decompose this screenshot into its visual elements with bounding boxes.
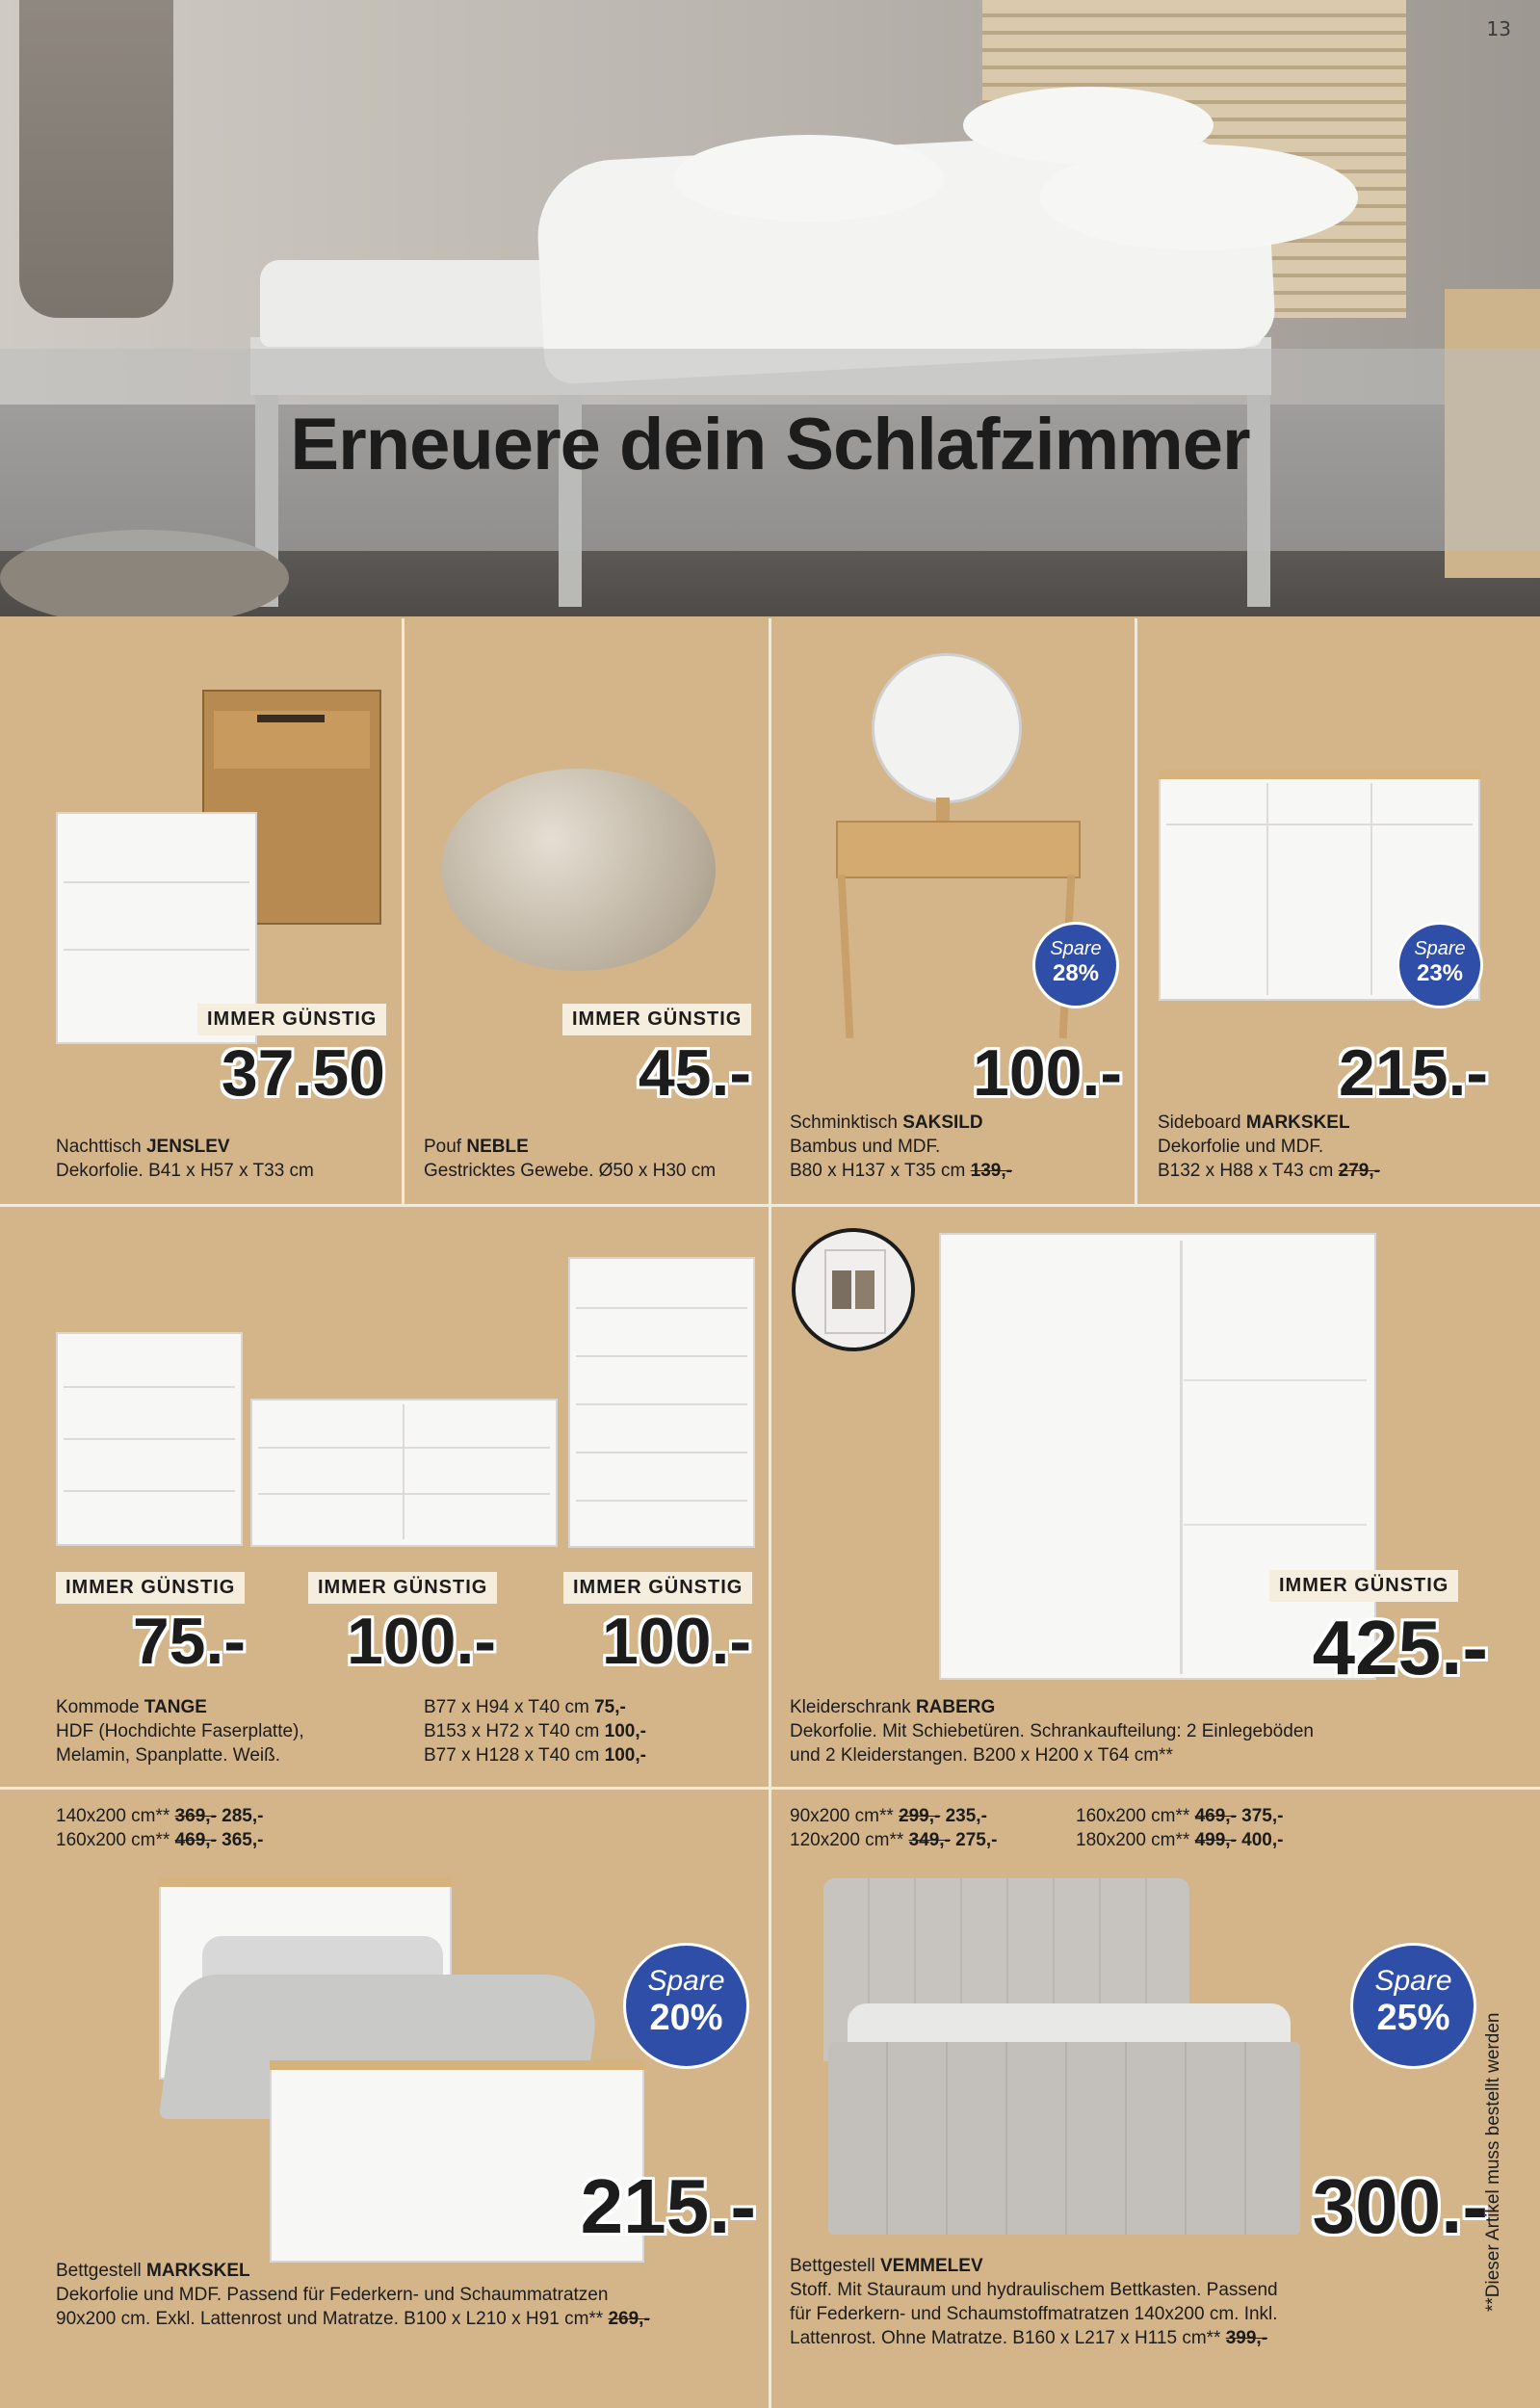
desc-kommode: Kommode TANGE HDF (Hochdichte Faserplatte), Melamin, Spanplatte. Weiß. — [56, 1697, 304, 1766]
spare-badge: Spare 23% — [1399, 925, 1480, 1006]
price-bett-vemmelev: 300.- — [1312, 2163, 1488, 2249]
page-number: 13 — [1486, 17, 1511, 40]
desc-pouf: Pouf NEBLE Gestricktes Gewebe. Ø50 x H30 cm — [424, 1137, 717, 1181]
immer-guenstig-badge: IMMER GÜNSTIG — [1269, 1570, 1458, 1602]
desc-bett-markskel: Bettgestell MARKSKEL Dekorfolie und MDF. Passend für Federkern- und Schaummatratzen 90x200 cm. Exkl. Lattenrost und Matratze. B100 x L210 x H91 cm** 269,- — [56, 2261, 650, 2329]
variants-vemmelev-left: 90x200 cm** 299,- 235,- 120x200 cm** 349,- 275,- — [790, 1806, 998, 1850]
price-schminktisch: 100.- — [973, 1036, 1122, 1110]
immer-guenstig-badge: IMMER GÜNSTIG — [56, 1572, 245, 1604]
divider — [0, 1787, 1540, 1790]
price-kleiderschrank: 425.- — [1312, 1605, 1488, 1690]
immer-guenstig-badge: IMMER GÜNSTIG — [562, 1004, 751, 1035]
desc-nachttisch: Nachttisch JENSLEV Dekorfolie. B41 x H57 x T33 cm — [56, 1137, 314, 1181]
dresser-small-image — [56, 1332, 243, 1546]
table-leg — [838, 875, 854, 1038]
price-pouf: 45.- — [638, 1036, 751, 1110]
spare-badge: Spare 28% — [1035, 925, 1116, 1006]
dresser-tall-image — [568, 1257, 755, 1548]
coat-rack-image — [19, 0, 173, 318]
variants-markskel: 140x200 cm** 369,- 285,- 160x200 cm** 469,- 365,- — [56, 1806, 264, 1850]
divider — [0, 1204, 1540, 1207]
pouf-image — [441, 769, 716, 971]
vanity-table-image — [836, 821, 1081, 878]
divider — [402, 618, 405, 1204]
variants-vemmelev-right: 160x200 cm** 469,- 375,- 180x200 cm** 499,- 400,- — [1076, 1806, 1284, 1850]
immer-guenstig-badge: IMMER GÜNSTIG — [197, 1004, 386, 1035]
immer-guenstig-badge: IMMER GÜNSTIG — [308, 1572, 497, 1604]
price-kommode-1: 75.- — [132, 1605, 246, 1678]
mirror-image — [872, 653, 1022, 803]
immer-guenstig-badge: IMMER GÜNSTIG — [563, 1572, 752, 1604]
footnote-vertical: **Dieser Artikel muss bestellt werden — [1483, 2012, 1503, 2312]
pillow-image — [674, 135, 944, 222]
divider — [1135, 618, 1137, 1204]
wardrobe-interior-inset — [792, 1228, 915, 1351]
dresser-wide-image — [250, 1399, 558, 1547]
desc-kleiderschrank: Kleiderschrank RABERG Dekorfolie. Mit Schiebetüren. Schrankaufteilung: 2 Einlegeböden und 2 Kleiderstangen. B200 x H200 x T64 cm** — [790, 1697, 1314, 1766]
price-kommode-3: 100.- — [602, 1605, 751, 1678]
divider — [769, 618, 771, 2408]
price-kommode-2: 100.- — [347, 1605, 496, 1678]
desc-bett-vemmelev: Bettgestell VEMMELEV Stoff. Mit Stauraum und hydraulischem Bettkasten. Passend für Federkern- und Schaumstoffmatratzen 140x200 cm. Inkl. Lattenrost. Ohne Matratze. B160 x L217 x H115 cm** 399,- — [790, 2256, 1278, 2348]
desc-schminktisch: Schminktisch SAKSILD Bambus und MDF. B80 x H137 x T35 cm 139,- — [790, 1112, 1012, 1181]
price-nachttisch: 37.50 — [221, 1036, 385, 1110]
sizes-kommode: B77 x H94 x T40 cm 75,- B153 x H72 x T40 cm 100,- B77 x H128 x T40 cm 100,- — [424, 1697, 646, 1766]
spare-badge: Spare 20% — [626, 1946, 746, 2066]
spare-badge: Spare 25% — [1353, 1946, 1474, 2066]
desc-sideboard: Sideboard MARKSKEL Dekorfolie und MDF. B132 x H88 x T43 cm 279,- — [1158, 1112, 1380, 1181]
page-headline: Erneuere dein Schlafzimmer — [290, 404, 1250, 485]
price-sideboard: 215.- — [1339, 1036, 1488, 1110]
pillow-image — [963, 87, 1214, 164]
price-bett-markskel: 215.- — [580, 2163, 756, 2249]
hero-image — [0, 0, 1540, 616]
